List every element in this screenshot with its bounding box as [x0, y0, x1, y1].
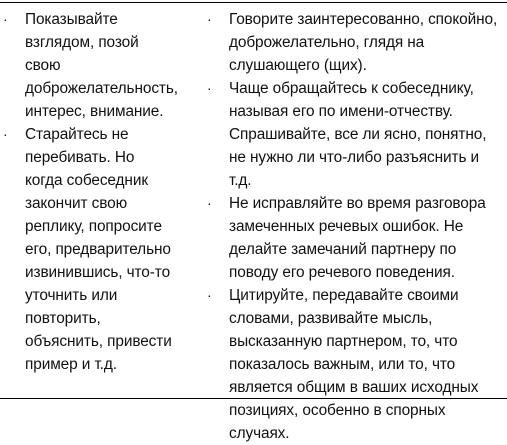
list-item-text: Показывайте взглядом, позой свою доброжелательность, интерес, внимание. — [25, 11, 178, 120]
list-item-text: Цитируйте, передавайте своими словами, развивайте мысль, высказанную партнером, то, что показалось важным, или то, что является общим в ваших исходных позициях, особенно в спорных случаях. — [229, 287, 479, 442]
list-item — [0, 8, 178, 123]
list-item — [204, 192, 505, 284]
bullet-icon: · — [207, 11, 212, 27]
right-column — [204, 8, 507, 445]
left-column — [0, 8, 205, 376]
list-item-text: Чаще обращайтесь к собеседнику, называя его по имени-отчеству. Спрашивайте, все ли ясно, понятно, не нужно ли что-либо разъяснить и т.д. — [229, 80, 487, 189]
list-item — [204, 284, 507, 445]
bullet-icon: · — [207, 80, 212, 96]
list-item-text: Говорите заинтересованно, спокойно, доброжелательно, глядя на слушающего (щих). — [229, 11, 498, 74]
bullet-icon: · — [207, 287, 212, 303]
list-item-text: Не исправляйте во время разговора замеченных речевых ошибок. Не делайте замечаний партнеру по поводу его речевого поведения. — [229, 195, 486, 281]
list-item — [204, 8, 504, 77]
list-item — [0, 123, 173, 376]
list-item-text: Старайтесь не перебивать. Но когда собеседник закончит свою реплику, попросите его, предварительно извинившись, что-то уточнить или повторить, объяснить, привести пример и т.д. — [25, 126, 172, 373]
list-item — [204, 77, 503, 192]
bullet-icon: · — [207, 195, 212, 211]
bottom-rule — [0, 398, 507, 399]
bullet-icon: · — [3, 11, 8, 27]
top-rule — [0, 2, 507, 3]
bullet-icon: · — [3, 126, 8, 142]
